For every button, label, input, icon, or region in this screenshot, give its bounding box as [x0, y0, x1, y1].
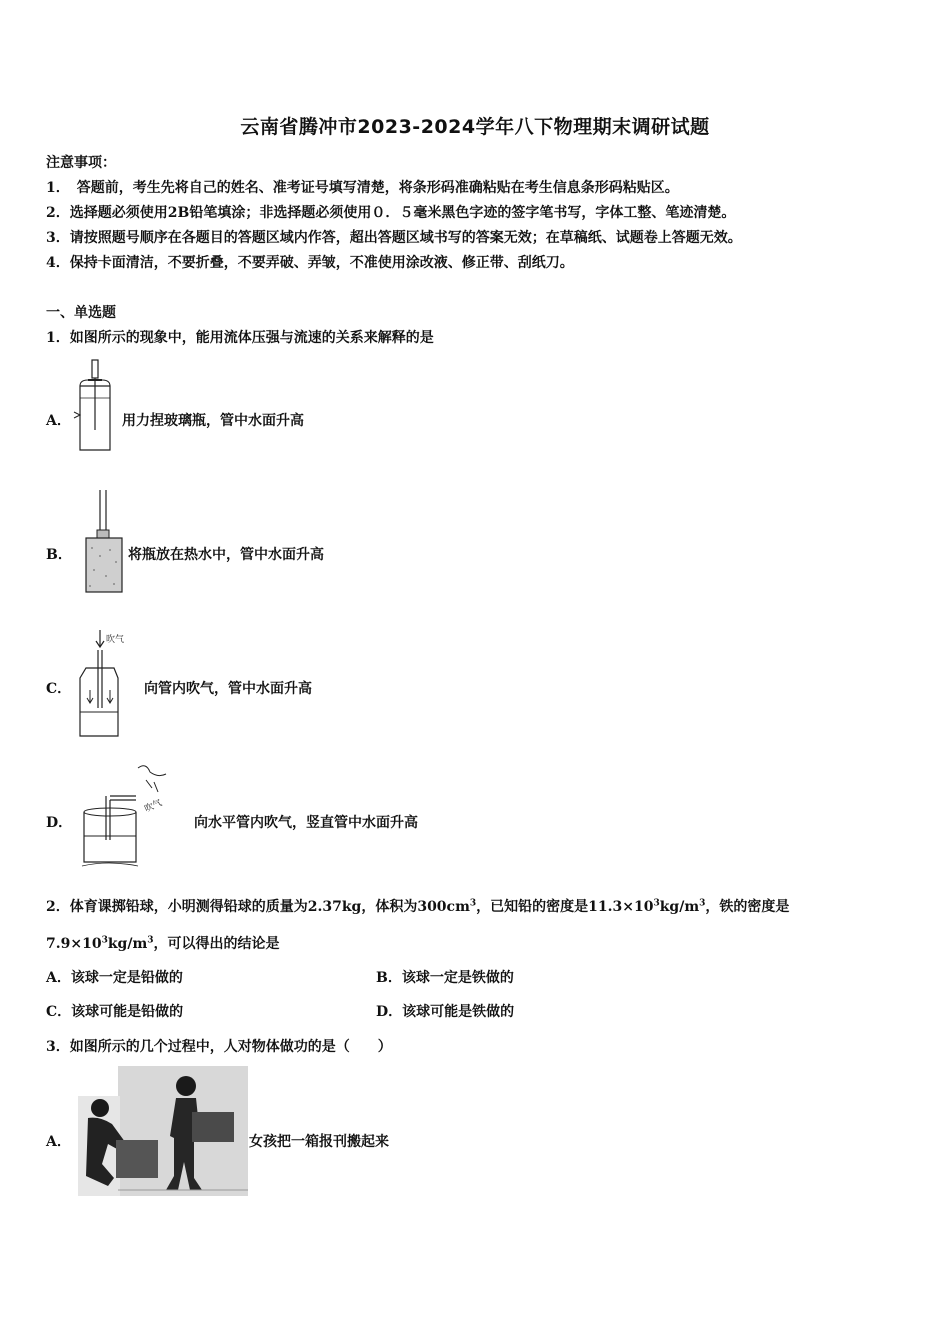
q1-option-c-label: C． — [46, 681, 72, 697]
q1-option-a-label: A． — [46, 413, 71, 429]
notice-item: 2．选择题必须使用2B铅笔填涂；非选择题必须使用０．５毫米黑色字迹的签字笔书写，字体工整、笔迹清楚。 — [46, 205, 736, 221]
q2-text: 2．体育课掷铅球，小明测得铅球的质量为2.37kg，体积为300cm — [46, 899, 470, 915]
notice-heading: 注意事项： — [46, 155, 116, 171]
q2-sup: 3 — [699, 898, 706, 909]
q2-option-b: B．该球一定是铁做的 — [376, 970, 514, 986]
q2-option-a: A．该球一定是铅做的 — [46, 970, 183, 986]
q2-sup: 3 — [469, 898, 477, 909]
q1-option-d-text: 向水平管内吹气，竖直管中水面升高 — [194, 815, 418, 831]
q2-text: kg/m — [107, 936, 148, 952]
q1-figure-d — [78, 760, 188, 870]
q2-text: kg/m — [659, 899, 700, 915]
question-1-stem: 1．如图所示的现象中，能用流体压强与流速的关系来解释的是 — [46, 330, 434, 346]
q1-figure-c-label: 吹气 — [106, 635, 125, 645]
q2-text: 7.9×10 — [46, 936, 102, 952]
q2-text: ，已知铅的密度是11.3×10 — [476, 899, 654, 915]
q1-option-b-text: 将瓶放在热水中，管中水面升高 — [128, 547, 324, 563]
q2-sup: 3 — [101, 935, 108, 946]
question-2-stem-line1 — [46, 896, 789, 916]
q1-option-d-label: D． — [46, 815, 73, 831]
q3-figure-a-photo — [78, 1066, 248, 1196]
question-3-stem: 3．如图所示的几个过程中，人对物体做功的是（ ） — [46, 1039, 392, 1055]
q2-option-c: C．该球可能是铅做的 — [46, 1004, 184, 1020]
q2-sup: 3 — [653, 898, 660, 909]
notice-item: 4．保持卡面清洁，不要折叠，不要弄破、弄皱，不准使用涂改液、修正带、刮纸刀。 — [46, 255, 574, 271]
q1-option-c-text: 向管内吹气，管中水面升高 — [144, 681, 312, 697]
q3-option-a-label: A． — [46, 1134, 71, 1150]
q2-text: ，铁的密度是 — [705, 899, 790, 915]
page-title: 云南省腾冲市2023-2024学年八下物理期末调研试题 — [240, 116, 710, 138]
q1-figure-d-label: 吹气 — [143, 798, 164, 815]
q1-figure-a — [70, 360, 120, 455]
q3-option-a-text: 女孩把一箱报刊搬起来 — [249, 1134, 389, 1150]
q2-text: ，可以得出的结论是 — [153, 936, 280, 952]
q2-sup: 3 — [147, 935, 154, 946]
notice-item: 3．请按照题号顺序在各题目的答题区域内作答，超出答题区域书写的答案无效；在草稿纸、试题卷上答题无效。 — [46, 230, 742, 246]
q1-option-b-label: B． — [46, 547, 72, 563]
notice-item: 1． 答题前，考生先将自己的姓名、准考证号填写清楚，将条形码准确粘贴在考生信息条形码粘贴区。 — [46, 180, 679, 196]
question-2-stem-line2 — [46, 933, 280, 953]
q1-option-a-text: 用力捏玻璃瓶，管中水面升高 — [122, 413, 304, 429]
q1-figure-b — [80, 490, 130, 595]
q1-figure-c — [72, 628, 142, 740]
section-heading: 一、单选题 — [46, 305, 116, 321]
q2-option-d: D．该球可能是铁做的 — [376, 1004, 515, 1020]
